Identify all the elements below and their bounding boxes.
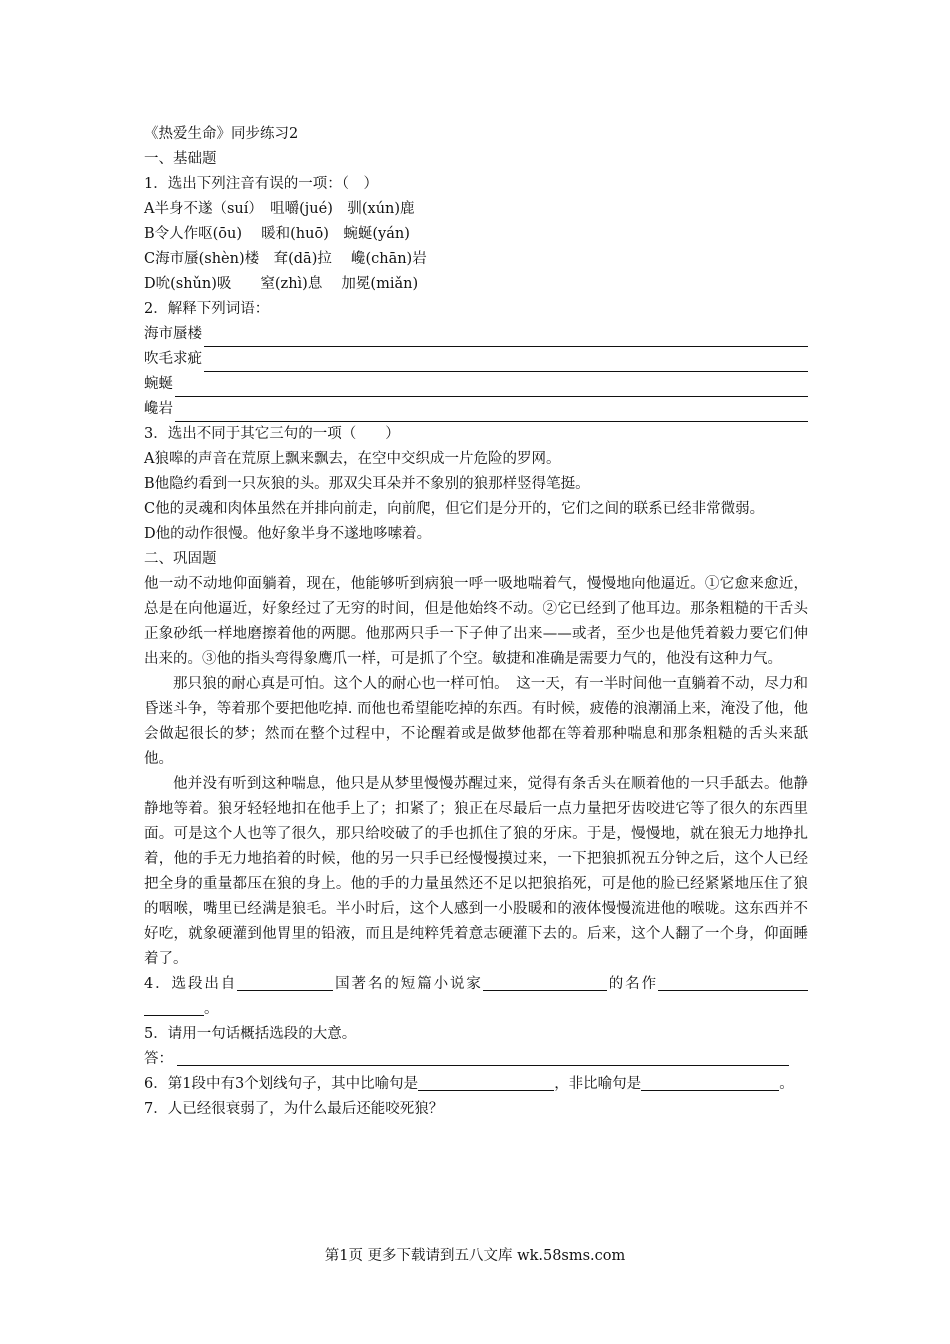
question-5-stem: 5．请用一句话概括选段的大意。 (144, 1026, 357, 1042)
answer-blank[interactable] (144, 999, 204, 1016)
term-label: 巉岩 (144, 401, 173, 417)
answer-label: 答： (144, 1051, 173, 1067)
worksheet-page (144, 122, 808, 1122)
answer-blank[interactable] (658, 974, 808, 991)
term-label: 蜿蜒 (144, 376, 173, 392)
question-3-option-d: D他的动作很慢。他好象半身不遂地哆嗦着。 (144, 526, 432, 542)
document-title: 《热爱生命》同步练习2 (144, 126, 299, 142)
question-4-text-3: 的名作 (606, 976, 659, 992)
answer-blank[interactable] (641, 1074, 745, 1091)
question-3-stem: 3．选出不同于其它三句的一项（ ） (144, 426, 400, 442)
term-row-1 (144, 322, 808, 347)
answer-blank[interactable] (745, 1074, 779, 1091)
question-2-stem: 2．解释下列词语： (144, 301, 270, 317)
answer-blank[interactable] (177, 1049, 789, 1066)
term-label: 吹毛求疵 (144, 351, 202, 367)
question-4-text-1: 4．选段出自 (144, 976, 238, 992)
question-6-text-1: 6．第1段中有3个划线句子，其中比喻句是 (144, 1076, 419, 1092)
term-label: 海市蜃楼 (144, 326, 202, 342)
answer-line[interactable] (175, 379, 808, 397)
question-3-option-b: B他隐约看到一只灰狼的头。那双尖耳朵并不象别的狼那样竖得笔挺。 (144, 476, 590, 492)
question-1-option-b: B令人作呕(ōu) 暖和(huō) 蜿蜒(yán) (144, 226, 410, 242)
question-3-option-c: C他的灵魂和肉体虽然在并排向前走，向前爬，但它们是分开的，它们之间的联系已经非常微弱。 (144, 501, 765, 517)
answer-line[interactable] (204, 354, 808, 372)
question-6 (144, 1072, 808, 1097)
passage-paragraph-1: 他一动不动地仰面躺着，现在，他能够听到病狼一呼一吸地喘着气，慢慢地向他逼近。①它愈来愈近，总是在向他逼近，好象经过了无穷的时间，但是他始终不动。②它已经到了他耳边。那条粗糙的干舌头正象砂纸一样地磨擦着他的两腮。他那两只手一下子伸了出来——或者，至少也是他凭着毅力要它们伸出来的。③他的指头弯得象鹰爪一样，可是抓了个空。敏捷和准确是需要力气的，他没有这种力气。 (144, 576, 808, 667)
question-1-option-a: A半身不遂（suí） 咀嚼(jué) 驯(xún)鹿 (144, 201, 415, 217)
question-1-option-d: D吮(shǔn)吸 窒(zhì)息 加冕(miǎn) (144, 276, 419, 292)
answer-blank[interactable] (418, 1074, 554, 1091)
answer-blank[interactable] (483, 974, 607, 991)
passage-paragraph-3: 他并没有听到这种喘息，他只是从梦里慢慢苏醒过来，觉得有条舌头在顺着他的一只手舐去。他静静地等着。狼牙轻轻地扣在他手上了；扣紧了；狼正在尽最后一点力量把牙齿咬进它等了很久的东西里面。可是这个人也等了很久，那只给咬破了的手也抓住了狼的牙床。于是，慢慢地，就在狼无力地挣扎着，他的手无力地掐着的时候，他的另一只手已经慢慢摸过来，一下把狼抓祝五分钟之后，这个人已经把全身的重量都压在狼的身上。他的手的力量虽然还不足以把狼掐死，可是他的脸已经紧紧地压住了狼的咽喉，嘴里已经满是狼毛。半小时后，这个人感到一小股暖和的液体慢慢流进他的喉咙。这东西并不好吃，就象硬灌到他胃里的铅液，而且是纯粹凭着意志硬灌下去的。后来，这个人翻了一个身，仰面睡着了。 (144, 776, 808, 967)
section-heading-basic: 一、基础题 (144, 151, 217, 167)
question-4-text-2: 国著名的短篇小说家 (333, 976, 483, 992)
question-1-stem: 1．选出下列注音有误的一项：（ ） (144, 176, 378, 192)
question-5-answer-row (144, 1047, 808, 1072)
answer-line[interactable] (204, 329, 808, 347)
question-1-option-c: C海市蜃(shèn)楼 耷(dā)拉 巉(chān)岩 (144, 251, 427, 267)
page-footer: 第1页 更多下载请到五八文库 wk.58sms.com (324, 1248, 626, 1264)
term-row-3 (144, 372, 808, 397)
question-4 (144, 972, 808, 1022)
answer-blank[interactable] (237, 974, 333, 991)
question-6-text-3: 。 (779, 1076, 794, 1092)
question-3-option-a: A狼嗥的声音在荒原上飘来飘去，在空中交织成一片危险的罗网。 (144, 451, 561, 467)
passage-paragraph-2: 那只狼的耐心真是可怕。这个人的耐心也一样可怕。 这一天，有一半时间他一直躺着不动，尽力和昏迷斗争，等着那个要把他吃掉. 而他也希望能吃掉的东西。有时候，疲倦的浪潮涌上来，淹没了他，他会做起很长的梦；然而在整个过程中，不论醒着或是做梦他都在等着那种喘息和那条粗糙的舌头来舐他。 (144, 676, 808, 767)
term-row-2 (144, 347, 808, 372)
term-row-4 (144, 397, 808, 422)
question-4-text-4: 。 (204, 1001, 219, 1017)
answer-line[interactable] (175, 404, 808, 422)
question-7-stem: 7．人已经很衰弱了，为什么最后还能咬死狼？ (144, 1101, 444, 1117)
question-6-text-2: ，非比喻句是 (554, 1076, 642, 1092)
section-heading-consolidate: 二、巩固题 (144, 551, 217, 567)
